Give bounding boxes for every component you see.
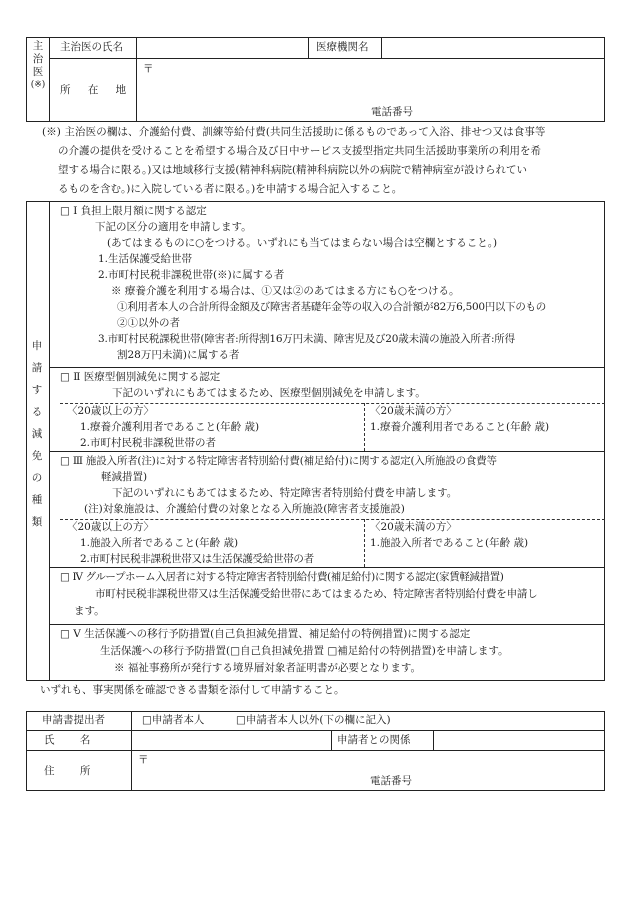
name-label: 氏 名 [44, 734, 91, 746]
note-line: (※) 主治医の欄は、介護給付費、訓練等給付費(共同生活援助に係るものであって入浴、排せつ又は食事等 [42, 126, 546, 138]
divider [49, 367, 605, 368]
institution-label: 医療機関名 [316, 41, 369, 53]
section-5-line: ※ 福祉事務所が発行する境界層対象者証明書が必要となります。 [114, 662, 421, 674]
section-5-title: □ Ⅴ 生活保護への移行予防措置(自己負担減免措置、補足給付の特例措置)に関する認定 [60, 628, 471, 640]
side-char: る [31, 406, 43, 418]
divider [49, 624, 605, 625]
section-1-line: ※ 療養介護を利用する場合は、①又は②のあてはまる方にも○をつける。 [111, 285, 460, 297]
section-1-line: (あてはまるものに○をつける。いずれにも当てはまらない場合は空欄とすること。) [107, 237, 498, 249]
section-1-line: 割28万円未満)に属する者 [117, 349, 240, 361]
note-line: の介護の提供を受けることを希望する場合及び日中サービス支援型指定共同生活援助事業所の利用を希 [58, 145, 541, 157]
side-char: 請 [31, 362, 43, 374]
side-char: す [31, 384, 43, 396]
side-char: 治 [32, 53, 44, 65]
side-char: 申 [31, 340, 43, 352]
divider [331, 730, 332, 750]
reduction-side-label [29, 335, 45, 533]
divider [26, 750, 605, 751]
section-5-line: 生活保護への移行予防措置(□自己負担減免措置 □補足給付の特例措置)を申請します。 [100, 645, 509, 657]
side-char: 減 [31, 428, 43, 440]
footer-note: いずれも、事実関係を確認できる書類を添付して申請すること。 [40, 684, 345, 696]
section-3-left-item: 2.市町村民税非課税世帯又は生活保護受給世帯の者 [80, 553, 314, 565]
side-char: 免 [31, 450, 43, 462]
divider [49, 451, 605, 452]
section-1-line: 下記の区分の適用を申請します。 [95, 221, 252, 233]
section-2-line: 下記のいずれにもあてはまるため、医療型個別減免を申請します。 [112, 387, 426, 399]
divider [49, 37, 50, 122]
note-line: 望する場合に限る。)又は地域移行支援(精神科病院(精神科病院以外の病院で精神病室が設けられてい [58, 164, 528, 176]
doctor-side-label [27, 40, 49, 92]
divider [131, 711, 132, 791]
side-char: 医 [32, 66, 44, 78]
divider [49, 58, 605, 59]
section-4-title: □ Ⅳ グループホーム入居者に対する特定障害者特別給付費(補足給付)に関する認定(家賃軽減措置) [60, 571, 504, 583]
section-3-title-cont: 軽減措置) [101, 471, 148, 483]
section-1-line: ①利用者本人の合計所得金額及び障害者基礎年金等の収入の合計額が82万6,500円以下のもの [117, 301, 546, 313]
section-3-right-item: 1.施設入所者であること(年齢 歳) [370, 537, 529, 549]
divider [26, 730, 605, 731]
relation-label: 申請者との関係 [337, 734, 411, 746]
section-3-right-head: 〈20歳未満の方〉 [370, 521, 457, 533]
section-3-left-head: 〈20歳以上の方〉 [67, 521, 154, 533]
section-4-line: ます。 [74, 605, 105, 617]
section-2-left-item: 1.療養介護利用者であること(年齢 歳) [80, 421, 260, 433]
divider [308, 37, 309, 58]
divider [49, 201, 50, 681]
section-2-left-item: 2.市町村民税非課税世帯の者 [80, 437, 217, 449]
section-1-line: ②①以外の者 [117, 317, 180, 329]
divider [433, 730, 434, 750]
side-char: 主 [32, 40, 44, 52]
section-2-left-head: 〈20歳以上の方〉 [67, 405, 154, 417]
dashed-divider [364, 403, 365, 451]
section-4-line: 市町村民税非課税世帯又は生活保護受給世帯にあてはまるため、特定障害者特別給付費を申請し [95, 588, 538, 600]
section-2-title: □ Ⅱ 医療型個別減免に関する認定 [60, 371, 221, 383]
dashed-divider [364, 519, 365, 567]
address-label: 所 在 地 [60, 84, 127, 96]
dashed-divider [60, 403, 605, 404]
side-char: の [31, 472, 43, 484]
postal-mark: 〒 [143, 63, 154, 75]
phone-label: 電話番号 [370, 775, 412, 787]
section-3-left-item: 1.施設入所者であること(年齢 歳) [80, 537, 239, 549]
note-line: るものを含む。)に入院している者に限る。)を申請する場合記入すること。 [58, 183, 403, 195]
side-char: (※) [30, 80, 46, 90]
section-3-title: □ Ⅲ 施設入所者(注)に対する特定障害者特別給付費(補足給付)に関する認定(入所施設の食費等 [60, 455, 497, 467]
section-1-line: 2.市町村民税非課税世帯(※)に属する者 [98, 269, 285, 281]
section-1-line: 1.生活保護受給世帯 [98, 253, 193, 265]
side-char: 種 [31, 494, 43, 506]
submitter-label: 申請書提出者 [42, 714, 105, 726]
section-2-right-item: 1.療養介護利用者であること(年齢 歳) [370, 421, 550, 433]
divider [136, 37, 137, 122]
divider [381, 37, 382, 58]
doctor-name-label: 主治医の氏名 [60, 41, 123, 53]
dashed-divider [60, 519, 605, 520]
address-label: 住 所 [44, 765, 91, 777]
section-3-note: (注)対象施設は、介護給付費の対象となる入所施設(障害者支援施設) [84, 503, 405, 515]
submitter-option-self[interactable]: □申請者本人 [142, 714, 205, 726]
section-1-title: □ Ⅰ 負担上限月額に関する認定 [60, 205, 207, 217]
section-1-line: 3.市町村民税課税世帯(障害者:所得割16万円未満、障害児及び20歳未満の施設入所者:所得 [98, 333, 515, 345]
submitter-option-other[interactable]: □申請者本人以外(下の欄に記入) [236, 714, 391, 726]
side-char: 類 [31, 516, 43, 528]
phone-label: 電話番号 [371, 106, 413, 118]
section-2-right-head: 〈20歳未満の方〉 [370, 405, 457, 417]
postal-mark: 〒 [138, 754, 149, 766]
divider [49, 567, 605, 568]
section-3-line: 下記のいずれにもあてはまるため、特定障害者特別給付費を申請します。 [112, 487, 458, 499]
